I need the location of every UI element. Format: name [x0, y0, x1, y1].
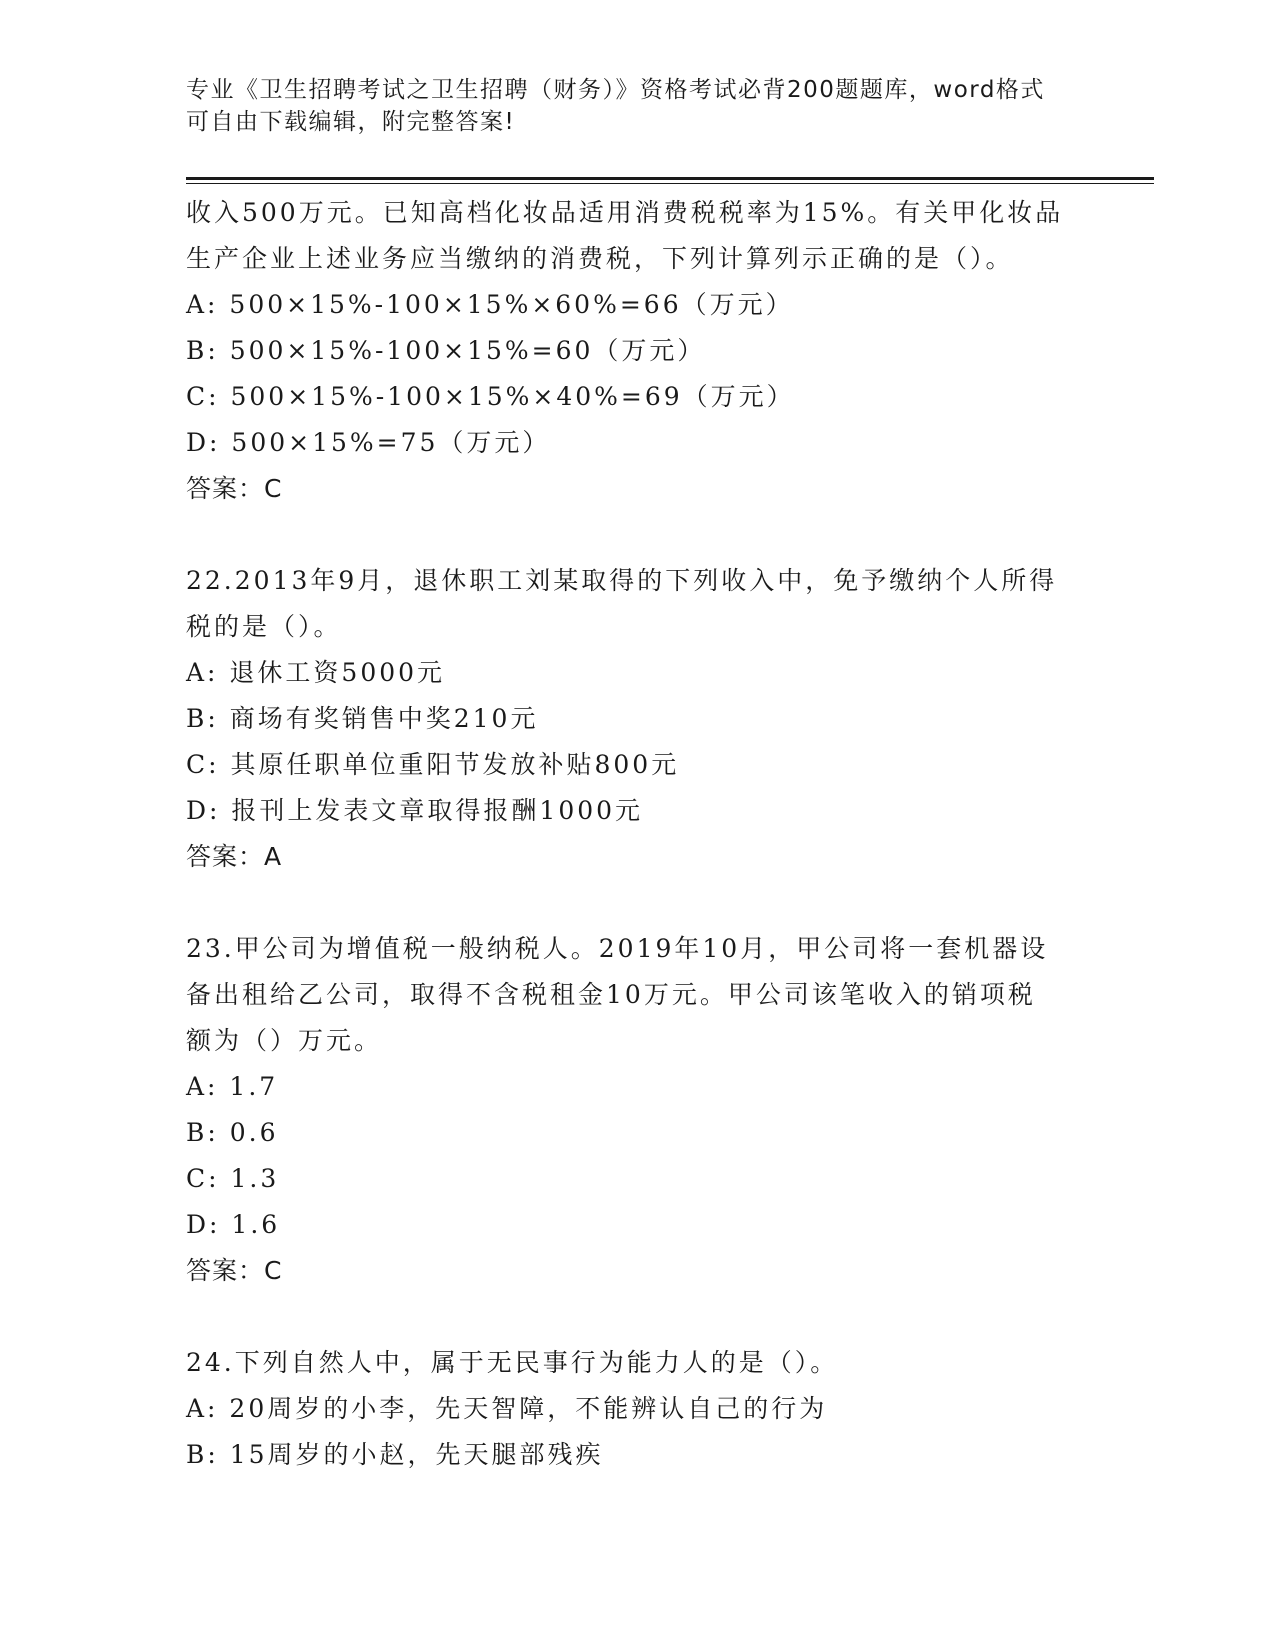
option-d: D: 1.6 — [186, 1210, 281, 1239]
question-22 — [186, 558, 1086, 880]
question-list — [186, 190, 1086, 1478]
question-text-line: 24.下列自然人中，属于无民事行为能力人的是（）。 — [186, 1348, 839, 1377]
header-line-2: 可自由下载编辑，附完整答案! — [186, 109, 516, 135]
option-d: D: 报刊上发表文章取得报酬1000元 — [186, 796, 644, 825]
answer: 答案：C — [186, 474, 283, 503]
answer: 答案：C — [186, 1256, 283, 1285]
question-text-line: 22.2013年9月，退休职工刘某取得的下列收入中，免予缴纳个人所得 — [186, 566, 1058, 595]
question-text-line: 收入500万元。已知高档化妆品适用消费税税率为15%。有关甲化妆品 — [186, 198, 1064, 227]
option-d: D: 500×15%=75（万元） — [186, 428, 551, 457]
option-b: B: 15周岁的小赵，先天腿部残疾 — [186, 1440, 604, 1469]
question-text-line: 额为（）万元。 — [186, 1026, 383, 1055]
question-23 — [186, 926, 1086, 1294]
question-spacer — [186, 880, 1086, 926]
header-divider-thick — [186, 177, 1154, 180]
question-21-continued — [186, 190, 1086, 512]
option-a: A: 退休工资5000元 — [186, 658, 446, 687]
question-text-line: 备出租给乙公司，取得不含税租金10万元。甲公司该笔收入的销项税 — [186, 980, 1036, 1009]
header-line-1: 专业《卫生招聘考试之卫生招聘（财务）》资格考试必背200题题库，word格式 — [186, 77, 1045, 103]
option-a: A: 20周岁的小李，先天智障，不能辨认自己的行为 — [186, 1394, 828, 1423]
option-a: A: 1.7 — [186, 1072, 279, 1101]
question-text-line: 税的是（）。 — [186, 612, 342, 641]
option-b: B: 500×15%-100×15%=60（万元） — [186, 336, 706, 365]
header-divider-thin — [186, 183, 1154, 184]
option-b: B: 0.6 — [186, 1118, 279, 1147]
option-a: A: 500×15%-100×15%×60%=66（万元） — [186, 290, 794, 319]
question-24 — [186, 1340, 1086, 1478]
question-spacer — [186, 512, 1086, 558]
question-text-line: 23.甲公司为增值税一般纳税人。2019年10月，甲公司将一套机器设 — [186, 934, 1049, 963]
option-b: B: 商场有奖销售中奖210元 — [186, 704, 539, 733]
question-text-line: 生产企业上述业务应当缴纳的消费税，下列计算列示正确的是（）。 — [186, 244, 1014, 273]
question-spacer — [186, 1294, 1086, 1340]
option-c: C: 1.3 — [186, 1164, 280, 1193]
answer: 答案：A — [186, 842, 283, 871]
option-c: C: 500×15%-100×15%×40%=69（万元） — [186, 382, 795, 411]
option-c: C: 其原任职单位重阳节发放补贴800元 — [186, 750, 680, 779]
document-header — [186, 74, 1086, 138]
